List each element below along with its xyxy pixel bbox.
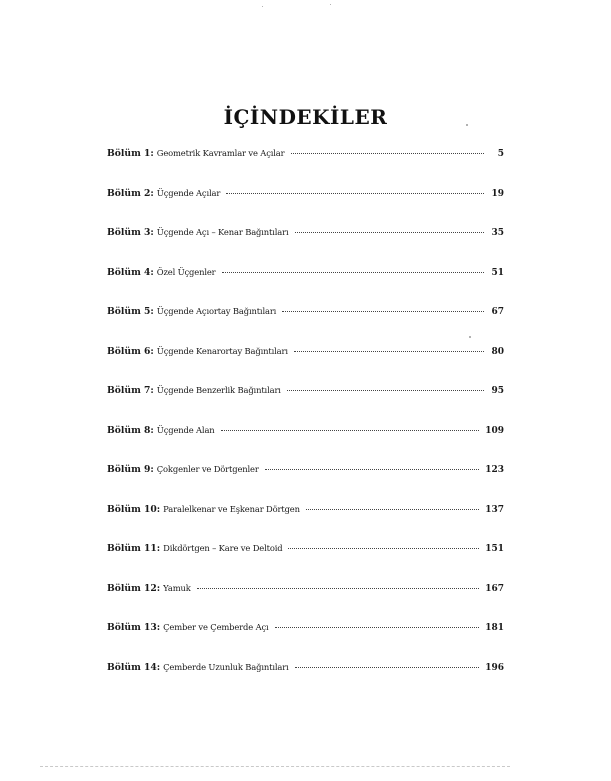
toc-entry [107, 182, 504, 222]
dot-leader [226, 193, 484, 194]
chapter-title: Çokgenler ve Dörtgenler [156, 464, 259, 474]
page-number: 19 [491, 188, 504, 199]
toc-entry [107, 142, 504, 182]
toc-entry [107, 379, 504, 419]
toc-entry [107, 656, 504, 696]
page-number: 109 [485, 425, 504, 436]
chapter-number: Bölüm 3: [107, 227, 154, 238]
dot-leader [265, 469, 480, 470]
chapter-number: Bölüm 10: [107, 503, 161, 515]
page-number: 196 [485, 662, 504, 673]
table-of-contents [107, 142, 504, 695]
chapter-number: Bölüm 12: [107, 582, 161, 594]
chapter-number: Bölüm 2: [107, 187, 154, 199]
toc-entry [107, 300, 504, 340]
dot-leader [288, 548, 479, 549]
page-number: 51 [491, 267, 504, 278]
chapter-title: Çember ve Çemberde Açı [163, 622, 269, 632]
dot-leader [282, 311, 484, 312]
scan-speck [466, 124, 468, 126]
toc-entry [107, 261, 504, 301]
chapter-title: Üçgende Benzerlik Bağıntıları [156, 385, 281, 395]
chapter-number: Bölüm 8: [107, 424, 154, 436]
chapter-number: Bölüm 4: [107, 266, 154, 278]
dot-leader [291, 153, 484, 154]
toc-entry [107, 616, 504, 656]
dot-leader [287, 390, 484, 391]
page-number: 137 [485, 504, 504, 515]
page-number: 67 [491, 307, 504, 317]
chapter-title: Üçgende Alan [156, 424, 215, 435]
scan-speck [469, 336, 471, 338]
chapter-number: Bölüm 9: [107, 464, 154, 475]
chapter-title: Yamuk [163, 582, 191, 593]
toc-entry [107, 537, 504, 577]
chapter-number: Bölüm 7: [107, 385, 154, 396]
toc-entry [107, 221, 504, 261]
chapter-title: Üçgende Açılar [156, 187, 221, 198]
dot-leader [306, 509, 479, 510]
page-title: İÇİNDEKİLER [223, 105, 388, 130]
chapter-number: Bölüm 11: [107, 543, 161, 554]
dot-leader [295, 667, 480, 668]
toc-entry [107, 458, 504, 498]
scan-speck [330, 4, 331, 5]
chapter-title: Üçgende Açıortay Bağıntıları [156, 306, 277, 316]
dot-leader [275, 627, 480, 628]
chapter-title: Paralelkenar ve Eşkenar Dörtgen [163, 503, 300, 514]
chapter-title: Üçgende Kenarortay Bağıntıları [156, 345, 288, 356]
chapter-number: Bölüm 5: [107, 306, 154, 317]
page-number: 181 [485, 623, 504, 633]
page-number: 123 [485, 465, 504, 475]
toc-entry [107, 419, 504, 459]
toc-entry [107, 340, 504, 380]
chapter-number: Bölüm 1: [107, 148, 154, 159]
chapter-number: Bölüm 13: [107, 622, 161, 633]
page-number: 167 [485, 583, 504, 594]
chapter-number: Bölüm 14: [107, 661, 161, 673]
dot-leader [294, 351, 484, 352]
chapter-title: Çemberde Uzunluk Bağıntıları [163, 661, 289, 672]
page-number: 5 [497, 149, 504, 159]
dot-leader [197, 588, 480, 589]
scan-edge-line [40, 766, 510, 767]
dot-leader [222, 272, 484, 273]
page-number: 35 [491, 228, 504, 238]
chapter-title: Üçgende Açı – Kenar Bağıntıları [156, 227, 289, 237]
page-number: 80 [491, 346, 504, 357]
scan-speck [262, 6, 263, 7]
page-number: 151 [485, 544, 504, 554]
chapter-number: Bölüm 6: [107, 345, 154, 357]
chapter-title: Geometrik Kavramlar ve Açılar [156, 148, 285, 158]
chapter-title: Özel Üçgenler [156, 266, 216, 277]
toc-entry [107, 498, 504, 538]
page-number: 95 [491, 386, 504, 396]
toc-entry [107, 577, 504, 617]
chapter-title: Dikdörtgen – Kare ve Deltoid [163, 543, 283, 553]
dot-leader [295, 232, 484, 233]
dot-leader [221, 430, 480, 431]
